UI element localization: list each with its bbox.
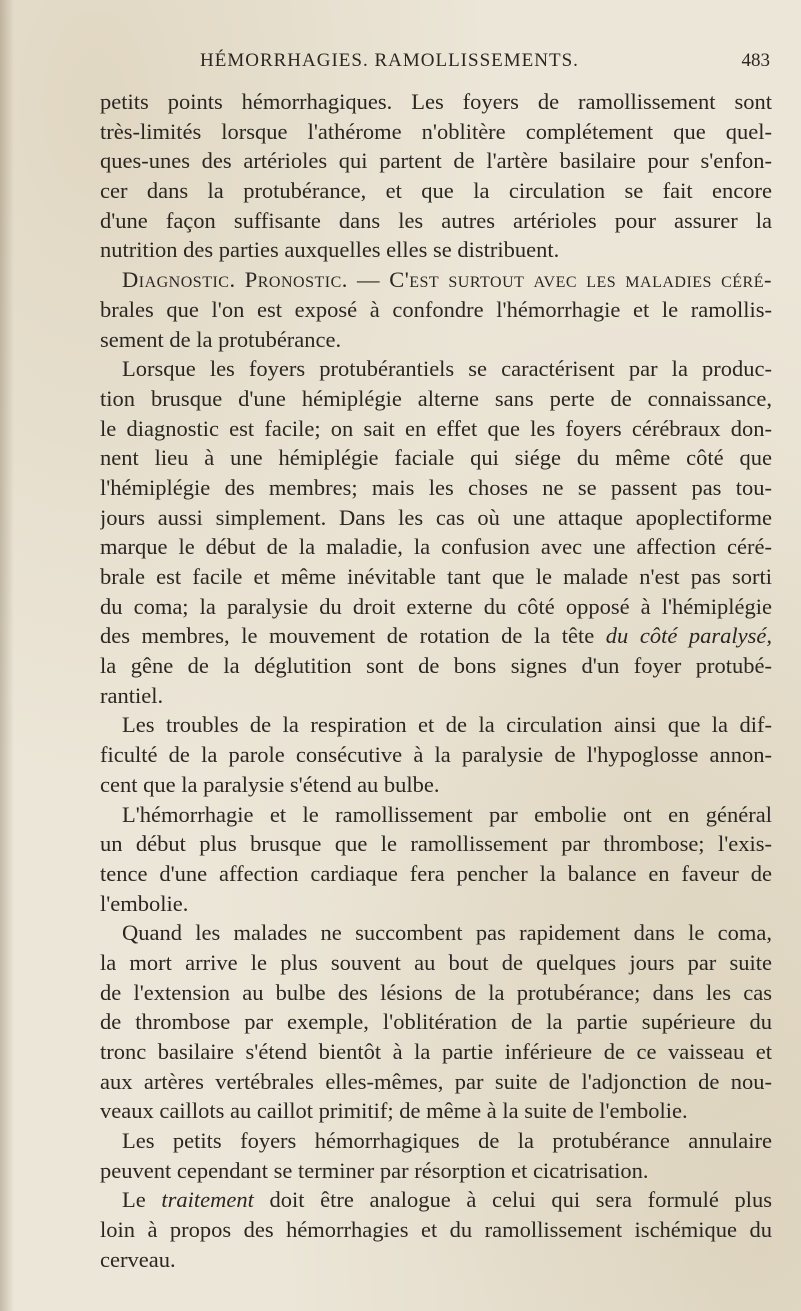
- text-line: [100, 1185, 772, 1215]
- running-head: [100, 50, 770, 80]
- text-line: Lorsque les foyers protubérantiels se caractérisent par la produc-: [122, 356, 772, 382]
- text-line: tronc basilaire s'étend bientôt à la partie inférieure de ce vaisseau et: [100, 1039, 772, 1064]
- text-line: jours aussi simplement. Dans les cas où une attaque apoplectiforme: [100, 504, 772, 530]
- text-line: peuvent cependant se terminer par résorption et cicatrisation.: [100, 1157, 649, 1183]
- text-line: Les petits foyers hémorrhagiques de la protubérance annulaire: [122, 1128, 772, 1154]
- text-segment: des membres, le mouvement de rotation de la tête: [100, 623, 595, 649]
- text-line: nent lieu à une hémiplégie faciale qui siége du même côté que: [100, 445, 772, 471]
- text-line: cer dans la protubérance, et que la circulation se fait encore: [100, 178, 772, 204]
- text-line: sement de la protubérance.: [100, 326, 342, 352]
- text-line: ques-unes des artérioles qui partent de l'artère basilaire pour s'enfon-: [100, 148, 772, 174]
- text-line: du coma; la paralysie du droit externe du côté opposé à l'hémiplégie: [100, 593, 772, 619]
- text-line: la mort arrive le plus souvent au bout de quelques jours par suite: [100, 949, 772, 975]
- text-line: très-limités lorsque l'athérome n'oblitère complétement que quel-: [100, 118, 772, 144]
- text-line: L'hémorrhagie et le ramollissement par embolie ont en général: [122, 801, 772, 827]
- text-line: aux artères vertébrales elles-mêmes, par suite de l'adjonction de nou-: [100, 1068, 772, 1094]
- text-line: tion brusque d'une hémiplégie alterne sans perte de connaissance,: [100, 385, 772, 411]
- text-segment: Le: [122, 1187, 146, 1213]
- body-text: [100, 87, 772, 1275]
- text-line: un début plus brusque que le ramollissement par thrombose; l'exis-: [100, 831, 772, 857]
- italic-term: traitement: [161, 1187, 254, 1213]
- text-line: le diagnostic est facile; on sait en effet que les foyers cérébraux don-: [100, 415, 772, 441]
- text-line: de l'extension au bulbe des lésions de la protubérance; dans les cas: [100, 979, 772, 1005]
- text-line: tence d'une affection cardiaque fera pencher la balance en faveur de: [100, 860, 772, 886]
- text-line: veaux caillots au caillot primitif; de même à la suite de l'embolie.: [100, 1098, 688, 1124]
- text-line: ficulté de la parole consécutive à la paralysie de l'hypoglosse annon-: [100, 742, 772, 768]
- text-line: marque le début de la maladie, la confusion avec une affection céré-: [100, 534, 772, 560]
- text-line: nutrition des parties auxquelles elles se distribuent.: [100, 237, 560, 263]
- text-line: brales que l'on est exposé à confondre l'hémorrhagie et le ramollis-: [100, 296, 772, 322]
- text-line: [100, 621, 772, 651]
- text-line: cent que la paralysie s'étend au bulbe.: [100, 771, 440, 797]
- text-line: de thrombose par exemple, l'oblitération de la partie supérieure du: [100, 1009, 772, 1035]
- text-line: cerveau.: [100, 1246, 176, 1272]
- page-number: 483: [741, 50, 770, 71]
- text-line: Les troubles de la respiration et de la circulation ainsi que la dif-: [122, 712, 772, 738]
- text-line: l'embolie.: [100, 890, 189, 916]
- running-head-title: HÉMORRHAGIES. RAMOLLISSEMENTS.: [200, 50, 579, 71]
- section-heading-line: Diagnostic. Pronostic. — C'est surtout avec les maladies céré-: [122, 267, 772, 293]
- text-line: brale est facile et même inévitable tant que le malade n'est pas sorti: [100, 564, 772, 589]
- binding-shadow: [0, 0, 14, 1311]
- text-line: petits points hémorrhagiques. Les foyers de ramollissement sont: [100, 89, 772, 114]
- text-segment: doit être analogue à celui qui sera formulé plus: [269, 1187, 772, 1213]
- italic-phrase: du côté paralysé,: [605, 623, 772, 649]
- text-line: rantiel.: [100, 682, 164, 708]
- text-line: la gêne de la déglutition sont de bons signes d'un foyer protubé-: [100, 653, 772, 679]
- text-line: d'une façon suffisante dans les autres artérioles pour assurer la: [100, 207, 772, 233]
- text-line: Quand les malades ne succombent pas rapidement dans le coma,: [122, 920, 772, 946]
- text-line: loin à propos des hémorrhagies et du ramollissement ischémique du: [100, 1217, 772, 1243]
- text-line: l'hémiplégie des membres; mais les choses ne se passent pas tou-: [100, 474, 772, 500]
